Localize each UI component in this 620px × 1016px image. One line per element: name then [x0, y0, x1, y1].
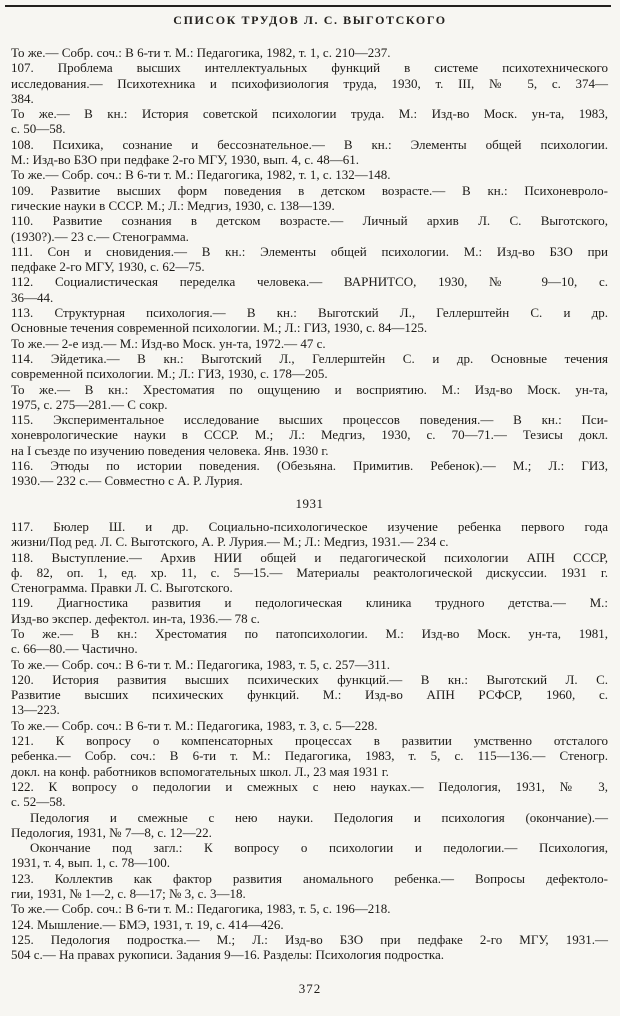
bibliography-line: 13—223.	[11, 702, 60, 718]
bibliography-line: 119. Диагностика развития и педологическая клиника трудного детства.— М.:	[11, 595, 608, 611]
bibliography-line: 111. Сон и сновидения.— В кн.: Элементы общей психологии. М.: Изд-во БЗО при	[11, 243, 608, 259]
bibliography-line: 384.	[11, 90, 34, 106]
bibliography-line: 1975, с. 275—281.— С сокр.	[11, 396, 168, 412]
bibliography-line: Изд-во экспер. дефектол. ин-та, 1936.— 78 с.	[11, 610, 260, 626]
bibliography-line: 108. Психика, сознание и бессознательное.— В кн.: Элементы общей психологии.	[11, 136, 608, 152]
bibliography-line: Педология и смежные с нею науки. Педология и психология (окончание).—	[30, 809, 608, 825]
bibliography-line: 124. Мышление.— БМЭ, 1931, т. 19, с. 414—426.	[11, 916, 284, 932]
bibliography-line: 110. Развитие сознания в детском возрасте.— Личный архив Л. С. Выготского,	[11, 213, 608, 229]
bibliography-line: То же.— Собр. соч.: В 6-ти т. М.: Педагогика, 1983, т. 5, с. 196—218.	[11, 901, 391, 917]
bibliography-line: ф. 82, оп. 1, ед. хр. 11, с. 5—15.— Материалы реактологической дискуссии. 1931 г.	[11, 564, 608, 580]
bibliography-line: с. 52—58.	[11, 794, 66, 810]
bibliography-line: 125. Педология подростка.— М.; Л.: Изд-во БЗО при педфаке 2-го МГУ, 1931.—	[11, 931, 608, 947]
year-heading: 1931	[295, 495, 324, 511]
bibliography-line: 107. Проблема высших интеллектуальных функций в системе психотехнического	[11, 60, 608, 76]
bibliography-line: 121. К вопросу о компенсаторных процессах в развитии умственно отсталого	[11, 733, 608, 749]
bibliography-line: жизни/Под ред. Л. С. Выготского, А. Р. Лурия.— М.; Л.: Медгиз, 1931.— 234 с.	[11, 534, 449, 550]
bibliography-line: М.: Изд-во БЗО при педфаке 2-го МГУ, 1930, вып. 4, с. 48—61.	[11, 152, 359, 168]
bibliography-line: 1930.— 232 с.— Совместно с А. Р. Лурия.	[11, 473, 243, 489]
bibliography-line: 123. Коллектив как фактор развития аномального ребенка.— Вопросы дефектоло-	[11, 870, 608, 886]
bibliography-line: То же.— Собр. соч.: В 6-ти т. М.: Педагогика, 1983, т. 5, с. 257—311.	[11, 656, 390, 672]
header-rule	[5, 5, 611, 7]
bibliography-line: 112. Социалистическая переделка человека.— ВАРНИТСО, 1930, № 9—10, с.	[11, 274, 608, 290]
bibliography-line: 36—44.	[11, 289, 54, 305]
bibliography-line: 109. Развитие высших форм поведения в детском возрасте.— В кн.: Психоневроло-	[11, 182, 608, 198]
bibliography-line: То же.— Собр. соч.: В 6-ти т. М.: Педагогика, 1982, т. 1, с. 210—237.	[11, 45, 391, 60]
bibliography-line: 114. Эйдетика.— В кн.: Выготский Л., Геллерштейн С. и др. Основные течения	[11, 350, 608, 366]
bibliography-line: (1930?).— 23 с.— Стенограмма.	[11, 228, 189, 244]
bibliography-line: 504 с.— На правах рукописи. Задания 9—16. Разделы: Психология подростка.	[11, 947, 445, 963]
bibliography-line: 115. Экспериментальное исследование высших процессов поведения.— В кн.: Пси-	[11, 412, 608, 428]
bibliography-line: Педология, 1931, № 7—8, с. 12—22.	[11, 824, 212, 840]
bibliography-line: Стенограмма. Правки Л. С. Выготского.	[11, 580, 233, 596]
bibliography-line: То же.— В кн.: История советской психологии труда. М.: Изд-во Моск. ун-та, 1983,	[11, 106, 608, 122]
bibliography-line: ребенка.— Собр. соч.: В 6-ти т. М.: Педагогика, 1983, т. 5, с. 115—136.— Стеногр.	[11, 748, 608, 764]
bibliography-line: с. 50—58.	[11, 121, 66, 137]
bibliography-line: 116. Этюды по истории поведения. (Обезьяна. Примитив. Ребенок).— М.; Л.: ГИЗ,	[11, 458, 608, 474]
bibliography-line: докл. на конф. работников вспомогательных школ. Л., 23 мая 1931 г.	[11, 763, 389, 779]
bibliography-line: То же.— В кн.: Хрестоматия по ощущению и восприятию. М.: Изд-во Моск. ун-та,	[11, 381, 608, 397]
bibliography-line: 120. История развития высших психических функций.— В кн.: Выготский Л. С.	[11, 671, 608, 687]
running-head: СПИСОК ТРУДОВ Л. С. ВЫГОТСКОГО	[173, 13, 447, 27]
bibliography-line: на I съезде по изучению поведения человека. Янв. 1930 г.	[11, 442, 329, 458]
bibliography-line: с. 66—80.— Частично.	[11, 641, 138, 657]
bibliography-line: 113. Структурная психология.— В кн.: Выготский Л., Геллерштейн С. и др.	[11, 305, 608, 321]
bibliography-line: гии, 1931, № 1—2, с. 8—17; № 3, с. 3—18.	[11, 886, 246, 902]
bibliography-line: 117. Бюлер Ш. и др. Социально-психологическое изучение ребенка первого года	[11, 518, 608, 534]
bibliography-line: То же.— 2-е изд.— М.: Изд-во Моск. ун-та, 1972.— 47 с.	[11, 335, 326, 351]
bibliography-line: 1931, т. 4, вып. 1, с. 78—100.	[11, 855, 171, 871]
bibliography-line: Основные течения современной психологии. М.; Л.: ГИЗ, 1930, с. 84—125.	[11, 320, 428, 336]
page-number: 372	[298, 981, 322, 996]
bibliography-line: То же.— Собр. соч.: В 6-ти т. М.: Педагогика, 1982, т. 1, с. 132—148.	[11, 167, 391, 183]
bibliography-line: То же.— В кн.: Хрестоматия по патопсихологии. М.: Изд-во Моск. ун-та, 1981,	[11, 625, 608, 641]
bibliography-line: 122. К вопросу о педологии и смежных с нею науках.— Педология, 1931, № 3,	[11, 778, 608, 794]
bibliography-line: педфаке 2-го МГУ, 1930, с. 62—75.	[11, 259, 205, 275]
bibliography-line: современной психологии. М.; Л.: ГИЗ, 1930, с. 178—205.	[11, 366, 328, 382]
bibliography-line: гические науки в СССР. М.; Л.: Медгиз, 1930, с. 138—139.	[11, 197, 335, 213]
bibliography-line: хоневрологические науки в СССР. М.; Л.: Медгиз, 1930, с. 70—71.— Тезисы докл.	[11, 427, 608, 443]
bibliography-line: 118. Выступление.— Архив НИИ общей и педагогической психологии АПН СССР,	[11, 549, 608, 565]
bibliography-line: Окончание под загл.: К вопросу о психологии и педологии.— Психология,	[30, 840, 608, 856]
bibliography-text-block	[11, 45, 608, 963]
bibliography-line: То же.— Собр. соч.: В 6-ти т. М.: Педагогика, 1983, т. 3, с. 5—228.	[11, 717, 378, 733]
bibliography-line: исследования.— Психотехника и психофизиология труда, 1930, т. III, № 5, с. 374—	[11, 75, 608, 91]
bibliography-line: Развитие высших психических функций. М.: Изд-во АПН РСФСР, 1960, с.	[11, 687, 608, 703]
